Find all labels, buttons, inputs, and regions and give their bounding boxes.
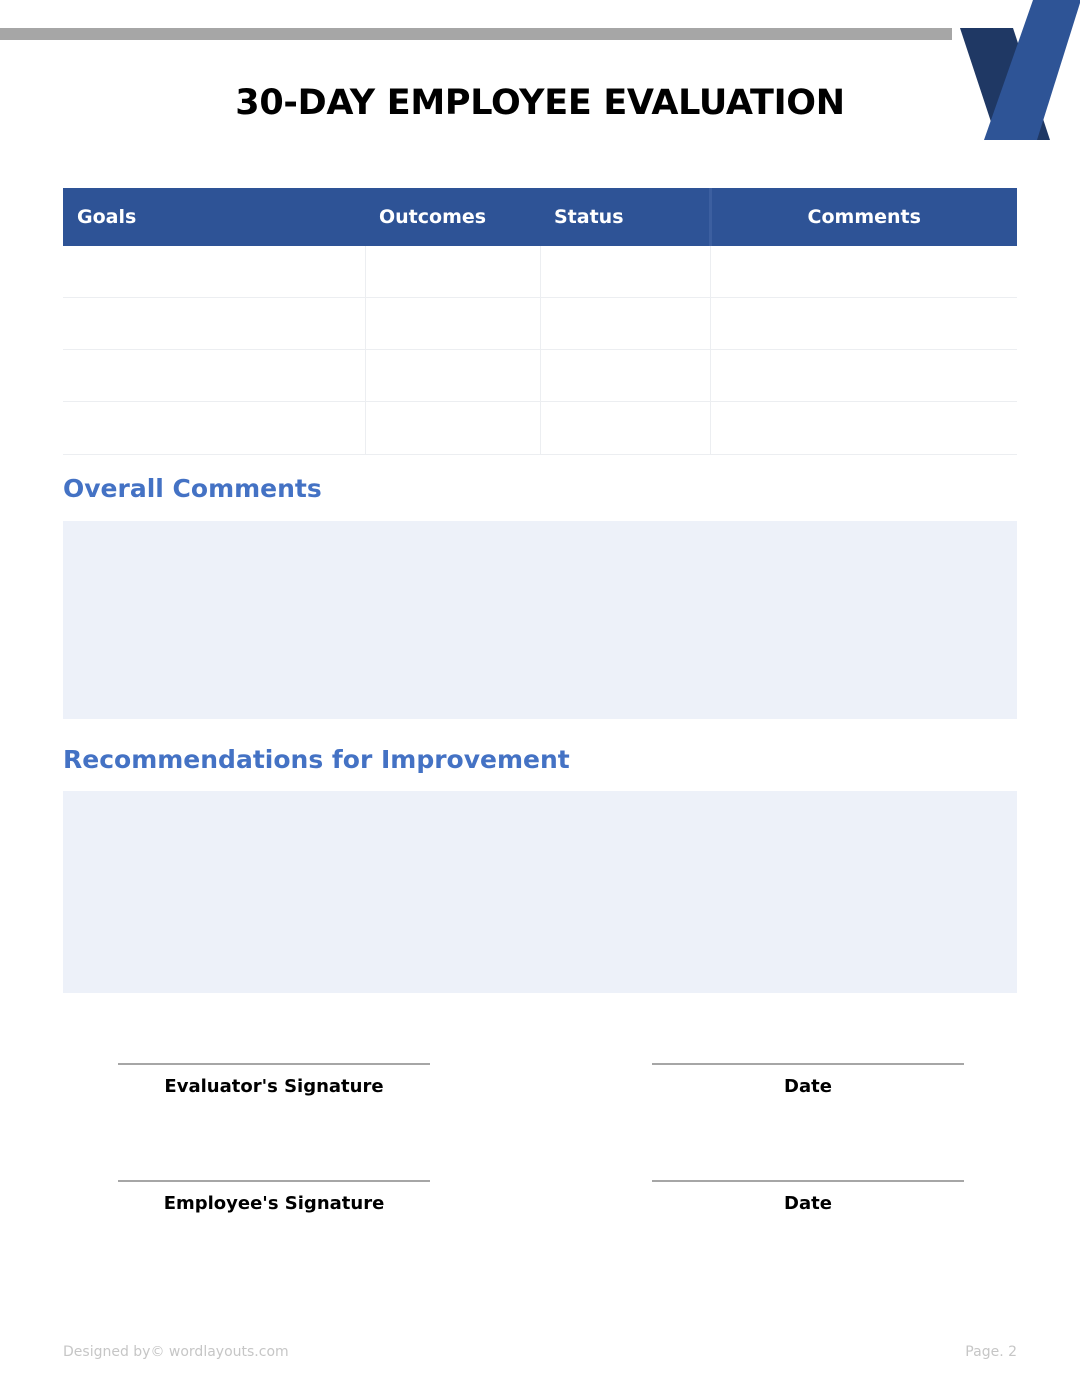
cell-status[interactable] [540, 402, 710, 455]
table-row [63, 298, 1017, 350]
cell-comments[interactable] [710, 246, 1017, 298]
cell-goals[interactable] [63, 402, 365, 455]
cell-outcomes[interactable] [365, 246, 540, 298]
cell-goals[interactable] [63, 246, 365, 298]
cell-outcomes[interactable] [365, 298, 540, 350]
column-header-status: Status [540, 188, 710, 246]
overall-comments-input[interactable] [63, 521, 1017, 719]
recommendations-input[interactable] [63, 791, 1017, 993]
cell-status[interactable] [540, 298, 710, 350]
footer-credit: Designed by© wordlayouts.com [63, 1344, 289, 1360]
employee-date-block [652, 1180, 964, 1214]
evaluator-signature-label: Evaluator's Signature [164, 1076, 384, 1097]
column-header-comments: Comments [710, 188, 1017, 246]
cell-comments[interactable] [710, 402, 1017, 455]
evaluator-date-line[interactable] [652, 1063, 964, 1065]
employee-date-label: Date [784, 1193, 832, 1214]
footer-page-number: Page. 2 [965, 1344, 1017, 1360]
cell-goals[interactable] [63, 298, 365, 350]
evaluator-date-block [652, 1063, 964, 1097]
evaluator-date-label: Date [784, 1076, 832, 1097]
cell-outcomes[interactable] [365, 350, 540, 402]
cell-status[interactable] [540, 350, 710, 402]
cell-comments[interactable] [710, 298, 1017, 350]
employee-signature-block [118, 1180, 430, 1214]
evaluator-signature-line[interactable] [118, 1063, 430, 1065]
cell-outcomes[interactable] [365, 402, 540, 455]
evaluation-table [63, 188, 1017, 455]
cell-goals[interactable] [63, 350, 365, 402]
header-rule [0, 28, 952, 40]
employee-signature-line[interactable] [118, 1180, 430, 1182]
section-heading-recommendations: Recommendations for Improvement [63, 745, 570, 774]
column-header-goals: Goals [63, 188, 365, 246]
page-title: 30-DAY EMPLOYEE EVALUATION [235, 83, 845, 123]
table-row [63, 246, 1017, 298]
cell-comments[interactable] [710, 350, 1017, 402]
table-row [63, 350, 1017, 402]
table-row [63, 402, 1017, 455]
employee-signature-label: Employee's Signature [163, 1193, 385, 1214]
table-header-row [63, 188, 1017, 246]
column-header-outcomes: Outcomes [365, 188, 540, 246]
evaluator-signature-block [118, 1063, 430, 1097]
section-heading-overall-comments: Overall Comments [63, 474, 322, 503]
cell-status[interactable] [540, 246, 710, 298]
page-footer [63, 1344, 1017, 1360]
employee-date-line[interactable] [652, 1180, 964, 1182]
